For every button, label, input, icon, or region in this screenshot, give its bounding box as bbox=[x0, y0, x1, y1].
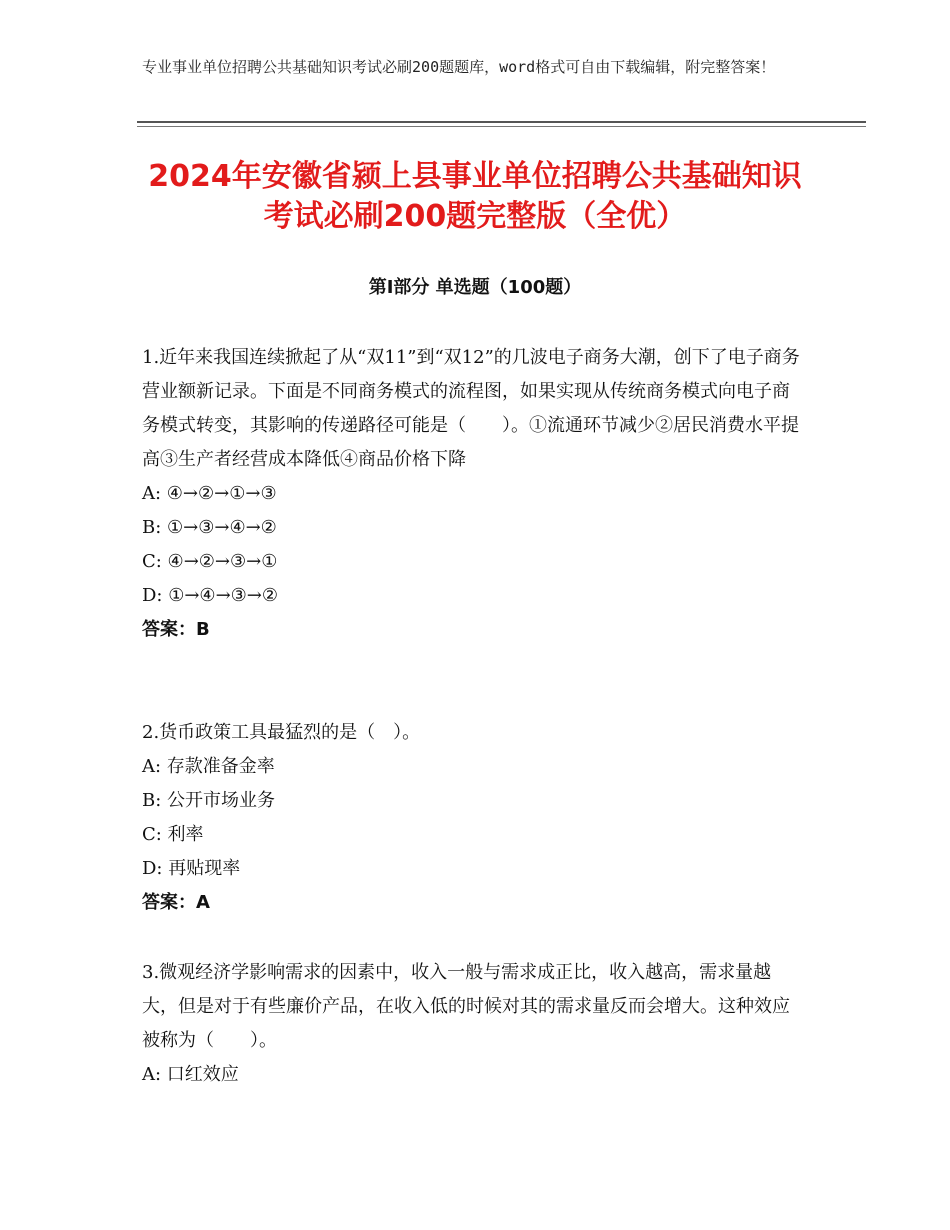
question-stem: 2.货币政策工具最猛烈的是（ ）。 bbox=[142, 722, 421, 743]
option-d: D: 再贴现率 bbox=[142, 858, 241, 879]
option-a: A: ④→②→①→③ bbox=[142, 483, 277, 504]
document-title: 2024年安徽省颍上县事业单位招聘公共基础知识考试必刷200题完整版（全优） bbox=[148, 159, 802, 234]
section-title: 第I部分 单选题（100题） bbox=[368, 277, 582, 298]
option-a: A: 存款准备金率 bbox=[142, 756, 275, 777]
question-1 bbox=[142, 341, 802, 647]
question-2 bbox=[142, 716, 802, 920]
answer: 答案：B bbox=[142, 619, 210, 640]
question-stem: 1.近年来我国连续掀起了从“双11”到“双12”的几波电子商务大潮，创下了电子商务营业额新记录。下面是不同商务模式的流程图，如果实现从传统商务模式向电子商务模式转变，其影响的传递路径可能是（ ）。①流通环节减少②居民消费水平提高③生产者经营成本降低④商品价格下降 bbox=[142, 347, 800, 470]
question-stem: 3.微观经济学影响需求的因素中，收入一般与需求成正比，收入越高，需求量越大，但是对于有些廉价产品，在收入低的时候对其的需求量反而会增大。这种效应被称为（ ）。 bbox=[142, 962, 790, 1051]
question-3 bbox=[142, 956, 802, 1092]
option-b: B: 公开市场业务 bbox=[142, 790, 276, 811]
header-divider bbox=[137, 121, 866, 123]
header-note: 专业事业单位招聘公共基础知识考试必刷200题题库，word格式可自由下载编辑，附完整答案！ bbox=[142, 58, 776, 76]
option-a: A: 口红效应 bbox=[142, 1064, 239, 1085]
answer: 答案：A bbox=[142, 892, 210, 913]
option-c: C: ④→②→③→① bbox=[142, 551, 278, 572]
option-c: C: 利率 bbox=[142, 824, 204, 845]
option-d: D: ①→④→③→② bbox=[142, 585, 279, 606]
option-b: B: ①→③→④→② bbox=[142, 517, 277, 538]
header-divider-thin bbox=[137, 126, 866, 127]
